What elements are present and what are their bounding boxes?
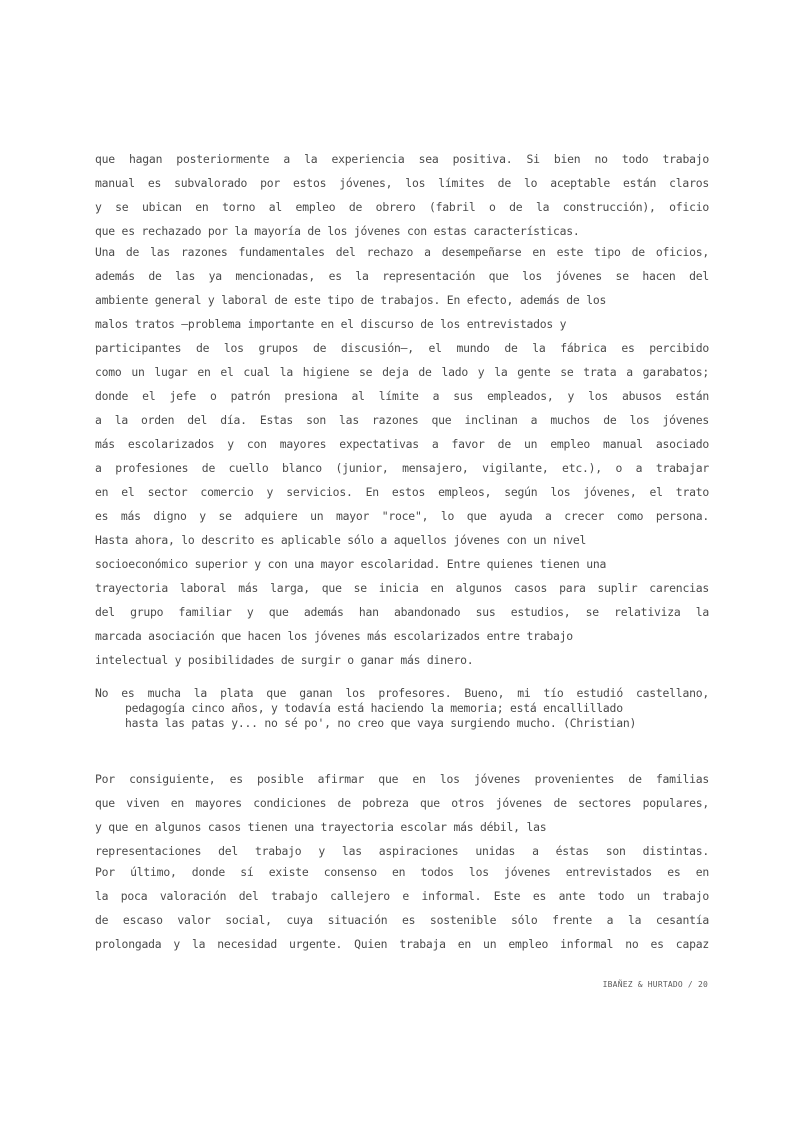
text-line: Por último, donde sí existe consenso en todos los jóvenes entrevistados es en	[95, 865, 709, 879]
text-line: malos tratos —problema importante en el discurso de los entrevistados y	[95, 317, 567, 331]
text-line: y se ubican en torno al empleo de obrero (fabril o de la construcción), oficio	[95, 200, 709, 214]
text-line: prolongada y la necesidad urgente. Quien trabaja en un empleo informal no es capaz	[95, 937, 709, 951]
text-line: además de las ya mencionadas, es la representación que los jóvenes se hacen del	[95, 269, 709, 283]
text-line: a la orden del día. Estas son las razones que inclinan a muchos de los jóvenes	[95, 413, 709, 427]
text-line: ambiente general y laboral de este tipo de trabajos. En efecto, además de los	[95, 293, 607, 307]
text-line: donde el jefe o patrón presiona al límite a sus empleados, y los abusos están	[95, 389, 709, 403]
text-line: participantes de los grupos de discusión—, el mundo de la fábrica es percibido	[95, 341, 709, 355]
text-line: más escolarizados y con mayores expectativas a favor de un empleo manual asociado	[95, 437, 709, 451]
text-line: a profesiones de cuello blanco (junior, mensajero, vigilante, etc.), o a trabajar	[95, 461, 709, 475]
text-line: como un lugar en el cual la higiene se deja de lado y la gente se trata a garabatos;	[95, 365, 709, 379]
text-line: en el sector comercio y servicios. En estos empleos, según los jóvenes, el trato	[95, 485, 709, 499]
text-line: es más digno y se adquiere un mayor "roce", lo que ayuda a crecer como persona.	[95, 509, 709, 523]
text-line: manual es subvalorado por estos jóvenes, los límites de lo aceptable están claros	[95, 176, 709, 190]
text-line: Hasta ahora, lo descrito es aplicable sólo a aquellos jóvenes con un nivel	[95, 533, 587, 547]
quote-line: pedagogía cinco años, y todavía está haciendo la memoria; está encallillado	[125, 701, 623, 715]
text-line: socioeconómico superior y con una mayor escolaridad. Entre quienes tienen una	[95, 557, 607, 571]
text-line: y que en algunos casos tienen una trayectoria escolar más débil, las	[95, 820, 547, 834]
page-footer: IBAÑEZ & HURTADO / 20	[602, 980, 708, 989]
text-line: trayectoria laboral más larga, que se inicia en algunos casos para suplir carencias	[95, 581, 709, 595]
text-line: que viven en mayores condiciones de pobreza que otros jóvenes de sectores populares,	[95, 796, 709, 810]
text-line: marcada asociación que hacen los jóvenes más escolarizados entre trabajo	[95, 629, 573, 643]
text-line: intelectual y posibilidades de surgir o ganar más dinero.	[95, 653, 474, 667]
text-line: Por consiguiente, es posible afirmar que en los jóvenes provenientes de familias	[95, 772, 709, 786]
text-line: la poca valoración del trabajo callejero e informal. Este es ante todo un trabajo	[95, 889, 709, 903]
text-line: Una de las razones fundamentales del rechazo a desempeñarse en este tipo de oficios,	[95, 245, 709, 259]
text-line: del grupo familiar y que además han abandonado sus estudios, se relativiza la	[95, 605, 709, 619]
quote-line: hasta las patas y... no sé po', no creo que vaya surgiendo mucho. (Christian)	[125, 716, 637, 730]
text-line: que hagan posteriormente a la experiencia sea positiva. Si bien no todo trabajo	[95, 152, 709, 166]
text-line: de escaso valor social, cuya situación es sostenible sólo frente a la cesantía	[95, 913, 709, 927]
text-line: representaciones del trabajo y las aspiraciones unidas a éstas son distintas.	[95, 844, 709, 858]
quote-line: No es mucha la plata que ganan los profesores. Bueno, mi tío estudió castellano,	[95, 686, 709, 700]
text-line: que es rechazado por la mayoría de los jóvenes con estas características.	[95, 224, 580, 238]
